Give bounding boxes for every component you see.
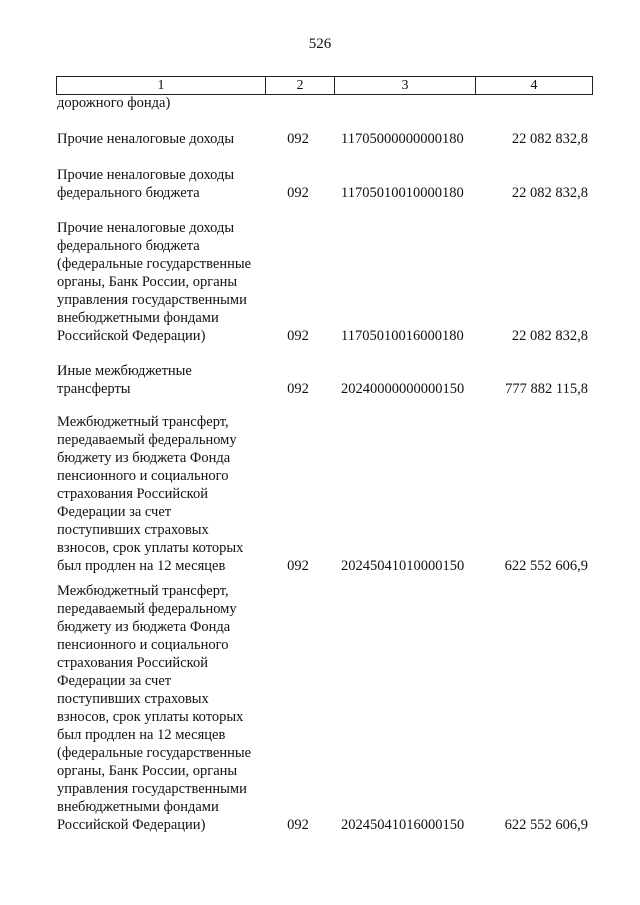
- row-name: [57, 130, 265, 148]
- row-amount: 622 552 606,9: [504, 817, 588, 833]
- column-header-1: 1: [57, 77, 266, 95]
- row-name-line: федерального бюджета: [57, 185, 200, 201]
- row-name-line: взносов, срок уплаты которых: [57, 709, 244, 725]
- row-name-line: Иные межбюджетные: [57, 363, 192, 379]
- carry-over-text: дорожного фонда): [57, 95, 171, 111]
- row-name-line: управления государственными: [57, 292, 247, 308]
- row-amount: 622 552 606,9: [504, 558, 588, 574]
- row-code: 092: [287, 817, 309, 833]
- row-name-line: взносов, срок уплаты которых: [57, 540, 244, 556]
- row-name-line: (федеральные государственные: [57, 256, 252, 272]
- row-kbk: 20240000000000150: [341, 381, 465, 397]
- table-row: [57, 130, 588, 148]
- table-row: [57, 219, 588, 345]
- row-name-line: передаваемый федеральному: [57, 432, 237, 448]
- row-amount: 22 082 832,8: [511, 185, 588, 201]
- row-kbk: 20245041010000150: [341, 558, 465, 574]
- column-header-4: 4: [476, 77, 593, 95]
- row-name-line: органы, Банк России, органы: [57, 763, 238, 779]
- row-name-line: органы, Банк России, органы: [57, 274, 238, 290]
- row-name-line: Межбюджетный трансферт,: [57, 414, 229, 430]
- row-name-line: (федеральные государственные: [57, 745, 252, 761]
- row-name-line: пенсионного и социального: [57, 468, 229, 484]
- row-name-line: страхования Российской: [57, 655, 208, 671]
- column-header-3: 3: [335, 77, 476, 95]
- row-name-line: страхования Российской: [57, 486, 208, 502]
- row-name-line: Федерации за счет: [57, 673, 172, 689]
- row-name-line: внебюджетными фондами: [57, 799, 219, 815]
- row-name-line: внебюджетными фондами: [57, 310, 219, 326]
- row-code: 092: [287, 381, 309, 397]
- column-header-row: [57, 77, 593, 95]
- row-name-line: поступивших страховых: [57, 691, 209, 707]
- table-row: [57, 413, 588, 575]
- column-header-2: 2: [266, 77, 335, 95]
- column-header-table: [56, 76, 593, 95]
- row-code: 092: [287, 131, 309, 147]
- table-row: [57, 582, 588, 834]
- row-name-line: Прочие неналоговые доходы: [57, 220, 235, 236]
- row-kbk: 11705010016000180: [341, 328, 464, 344]
- row-name: [57, 413, 265, 575]
- row-name: [57, 219, 265, 345]
- row-name-line: был продлен на 12 месяцев: [57, 558, 226, 574]
- row-name-line: пенсионного и социального: [57, 637, 229, 653]
- row-code: 092: [287, 185, 309, 201]
- row-name-line: поступивших страховых: [57, 522, 209, 538]
- row-name: [57, 582, 265, 834]
- row-name-line: был продлен на 12 месяцев: [57, 727, 226, 743]
- row-name-line: бюджету из бюджета Фонда: [57, 450, 231, 466]
- row-name: [57, 166, 265, 202]
- row-kbk: 11705000000000180: [341, 131, 464, 147]
- row-kbk: 20245041016000150: [341, 817, 465, 833]
- row-name-line: бюджету из бюджета Фонда: [57, 619, 231, 635]
- row-name-line: Российской Федерации): [57, 817, 206, 833]
- row-name-line: передаваемый федеральному: [57, 601, 237, 617]
- table-row: [57, 166, 588, 202]
- row-name-line: трансферты: [57, 381, 131, 397]
- row-name-line: Прочие неналоговые доходы: [57, 167, 235, 183]
- row-name-line: Российской Федерации): [57, 328, 206, 344]
- row-amount: 777 882 115,8: [505, 381, 588, 397]
- row-name-line: управления государственными: [57, 781, 247, 797]
- row-name-line: Межбюджетный трансферт,: [57, 583, 229, 599]
- row-code: 092: [287, 328, 309, 344]
- page-number: 526: [308, 36, 332, 52]
- row-code: 092: [287, 558, 309, 574]
- row-name-line: федерального бюджета: [57, 238, 200, 254]
- row-name-line: Федерации за счет: [57, 504, 172, 520]
- row-name: [57, 362, 265, 398]
- row-amount: 22 082 832,8: [511, 328, 588, 344]
- row-amount: 22 082 832,8: [511, 131, 588, 147]
- row-name-line: Прочие неналоговые доходы: [57, 131, 235, 147]
- table-row: [57, 362, 588, 398]
- row-kbk: 11705010010000180: [341, 185, 464, 201]
